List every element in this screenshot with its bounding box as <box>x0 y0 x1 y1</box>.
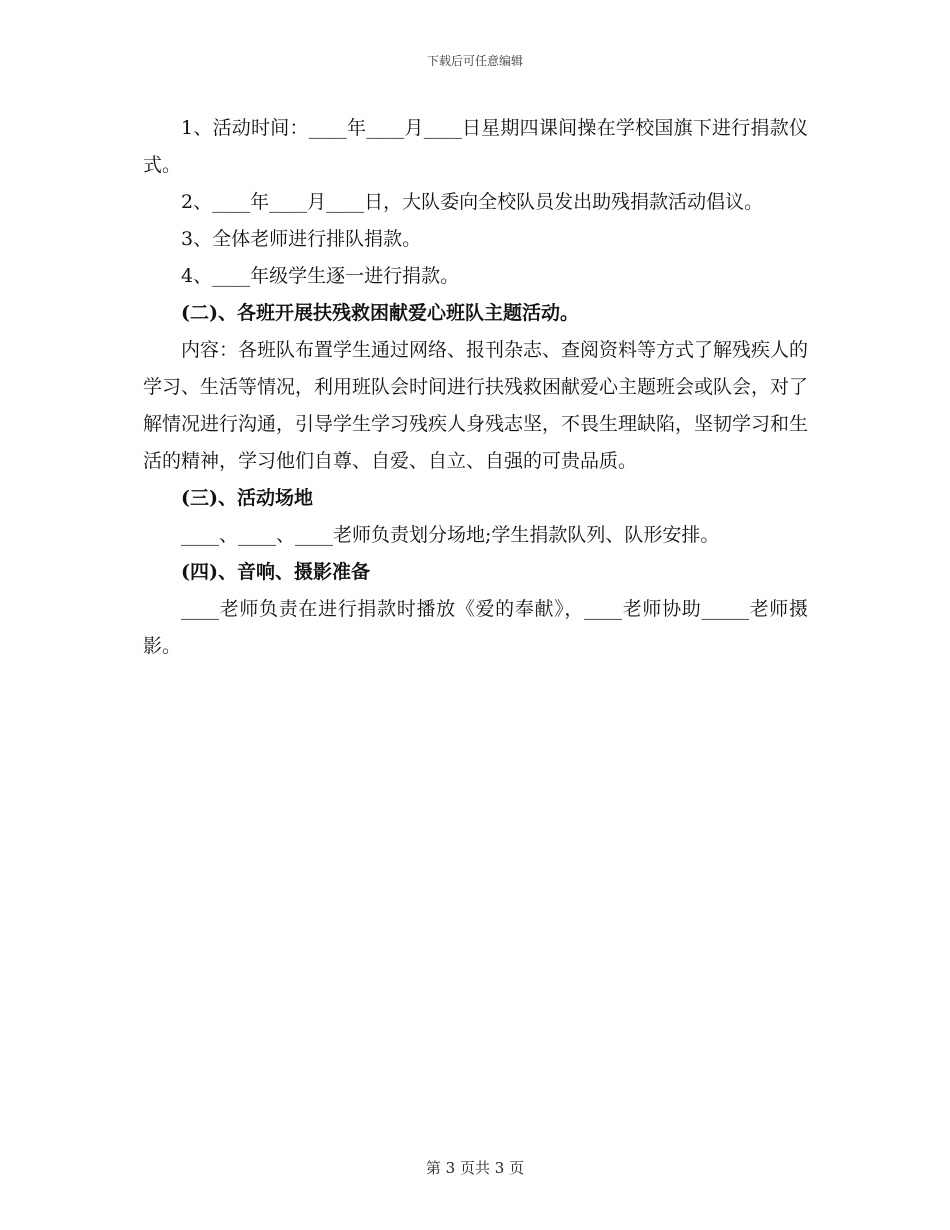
section-2-content: 内容：各班队布置学生通过网络、报刊杂志、查阅资料等方式了解残疾人的学习、生活等情况，利用班队会时间进行扶残救困献爱心主题班会或队会，对了解情况进行沟通，引导学生学习残疾人身残志坚，不畏生理缺陷，坚韧学习和生活的精神，学习他们自尊、自爱、自立、自强的可贵品质。 <box>143 339 809 472</box>
item-teachers-donate: 3、全体老师进行排队捐款。 <box>181 228 422 250</box>
section-heading-4: (四)、音响、摄影准备 <box>181 561 370 583</box>
page-number: 第 3 页共 3 页 <box>425 1159 525 1177</box>
page-header: 下载后可任意编辑 <box>426 54 523 68</box>
item-activity-time: 1、活动时间：____年____月____日星期四课间操在学校国旗下进行捐款仪式。 <box>143 117 808 176</box>
section-4-content: ____老师负责在进行捐款时播放《爱的奉献》，____老师协助_____老师摄影。 <box>143 598 808 657</box>
item-students-donate: 4、____年级学生逐一进行捐款。 <box>181 265 460 287</box>
document-body <box>143 110 808 665</box>
section-3-content: ____、____、____老师负责划分场地;学生捐款队列、队形安排。 <box>181 524 720 546</box>
item-proposal-date: 2、____年____月____日，大队委向全校队员发出助残捐款活动倡议。 <box>181 191 764 213</box>
section-heading-2: (二)、各班开展扶残救困献爱心班队主题活动。 <box>181 302 579 324</box>
section-heading-3: (三)、活动场地 <box>181 487 313 509</box>
